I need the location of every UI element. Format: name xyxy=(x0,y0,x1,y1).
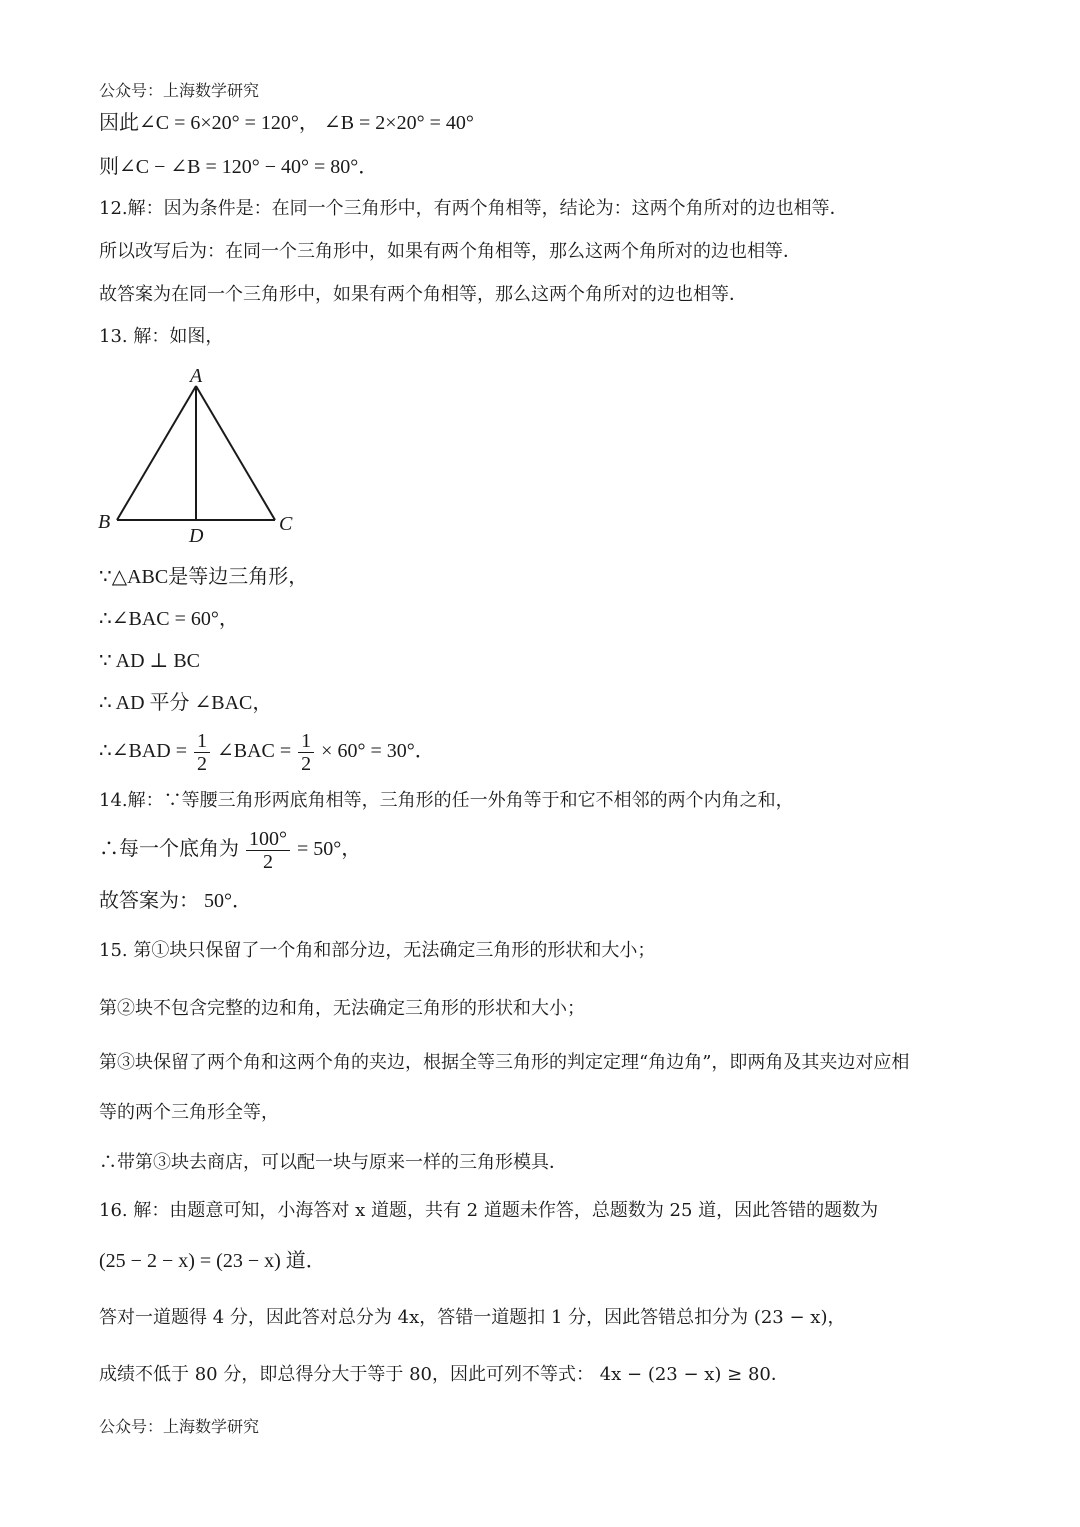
q12-answer: 故答案为在同一个三角形中，如果有两个角相等，那么这两个角所对的边也相等． xyxy=(99,284,747,305)
q16-intro: 16. 解：由题意可知，小海答对 x 道题，共有 2 道题未作答，总题数为 25 道，因此答错的题数为 xyxy=(99,1200,879,1221)
line-angle-values: 因此∠C = 6×20° = 120°， ∠B = 2×20° = 40° xyxy=(99,112,474,134)
q13-intro: 13. 解：如图， xyxy=(99,326,224,347)
q12-rewrite: 所以改写后为：在同一个三角形中，如果有两个角相等，那么这两个角所对的边也相等． xyxy=(99,241,801,262)
q15-piece-3: 第③块保留了两个角和这两个角的夹边，根据全等三角形的判定定理“角边角”，即两角及其夹边对应相 xyxy=(99,1052,910,1073)
q13-step-angle-bac: ∴∠BAC = 60°， xyxy=(99,608,239,630)
fraction-denominator: 2 xyxy=(263,850,273,873)
q13-step-equilateral: ∵△ABC是等边三角形， xyxy=(99,566,309,588)
q15-piece-3-cont: 等的两个三角形全等， xyxy=(99,1102,279,1123)
vertex-label-d: D xyxy=(189,525,204,547)
side-ab xyxy=(117,386,196,520)
q14-base-angle xyxy=(99,824,990,874)
vertex-label-c: C xyxy=(279,513,293,535)
triangle-figure xyxy=(92,362,307,547)
base-angle-result: = 50°， xyxy=(297,838,362,860)
q15-conclusion: ∴带第③块去商店，可以配一块与原来一样的三角形模具． xyxy=(99,1152,567,1173)
base-angle-prefix: ∴每一个底角为 xyxy=(99,838,239,860)
fraction-100-over-2 xyxy=(246,828,290,873)
bad-lhs: ∴∠BAD = xyxy=(99,740,187,762)
q16-scoring: 答对一道题得 4 分，因此答对总分为 4x，答错一道题扣 1 分，因此答错总扣分为 (23 − x)， xyxy=(99,1307,846,1328)
side-ac xyxy=(196,386,275,520)
bad-result: × 60° = 30°． xyxy=(321,740,435,762)
watermark-top: 公众号：上海数学研究 xyxy=(99,81,260,100)
fraction-half-1 xyxy=(194,730,210,775)
fraction-half-2 xyxy=(298,730,314,775)
fraction-numerator: 1 xyxy=(194,730,210,753)
q16-inequality: 成绩不低于 80 分，即总得分大于等于 80，因此可列不等式： 4x − (23 − x) ≥ 80． xyxy=(99,1364,789,1385)
vertex-label-b: B xyxy=(98,511,111,533)
q16-wrong-count: (25 − 2 − x) = (23 − x) 道． xyxy=(99,1250,326,1272)
q14-answer: 故答案为： 50°． xyxy=(99,890,252,912)
q15-piece-1: 15. 第①块只保留了一个角和部分边，无法确定三角形的形状和大小； xyxy=(99,940,656,961)
fraction-numerator: 1 xyxy=(298,730,314,753)
fraction-denominator: 2 xyxy=(197,752,207,775)
q15-piece-2: 第②块不包含完整的边和角，无法确定三角形的形状和大小； xyxy=(99,998,585,1019)
fraction-denominator: 2 xyxy=(301,752,312,775)
q12-solution: 12.解：因为条件是：在同一个三角形中，有两个角相等，结论为：这两个角所对的边也相等． xyxy=(99,198,848,219)
q13-step-perpendicular: ∵ AD ⊥ BC xyxy=(99,650,200,672)
watermark-bottom: 公众号：上海数学研究 xyxy=(99,1417,260,1436)
bad-middle: ∠BAC = xyxy=(217,740,292,762)
q13-step-bisect: ∴ AD 平分 ∠BAC， xyxy=(99,692,273,714)
vertex-label-a: A xyxy=(190,365,203,387)
q13-step-angle-bad xyxy=(99,726,990,776)
line-angle-difference: 则∠C − ∠B = 120° − 40° = 80°． xyxy=(99,156,379,178)
q14-solution: 14.解：∵等腰三角形两底角相等，三角形的任一外角等于和它不相邻的两个内角之和， xyxy=(99,790,794,811)
fraction-numerator: 100° xyxy=(246,828,290,851)
